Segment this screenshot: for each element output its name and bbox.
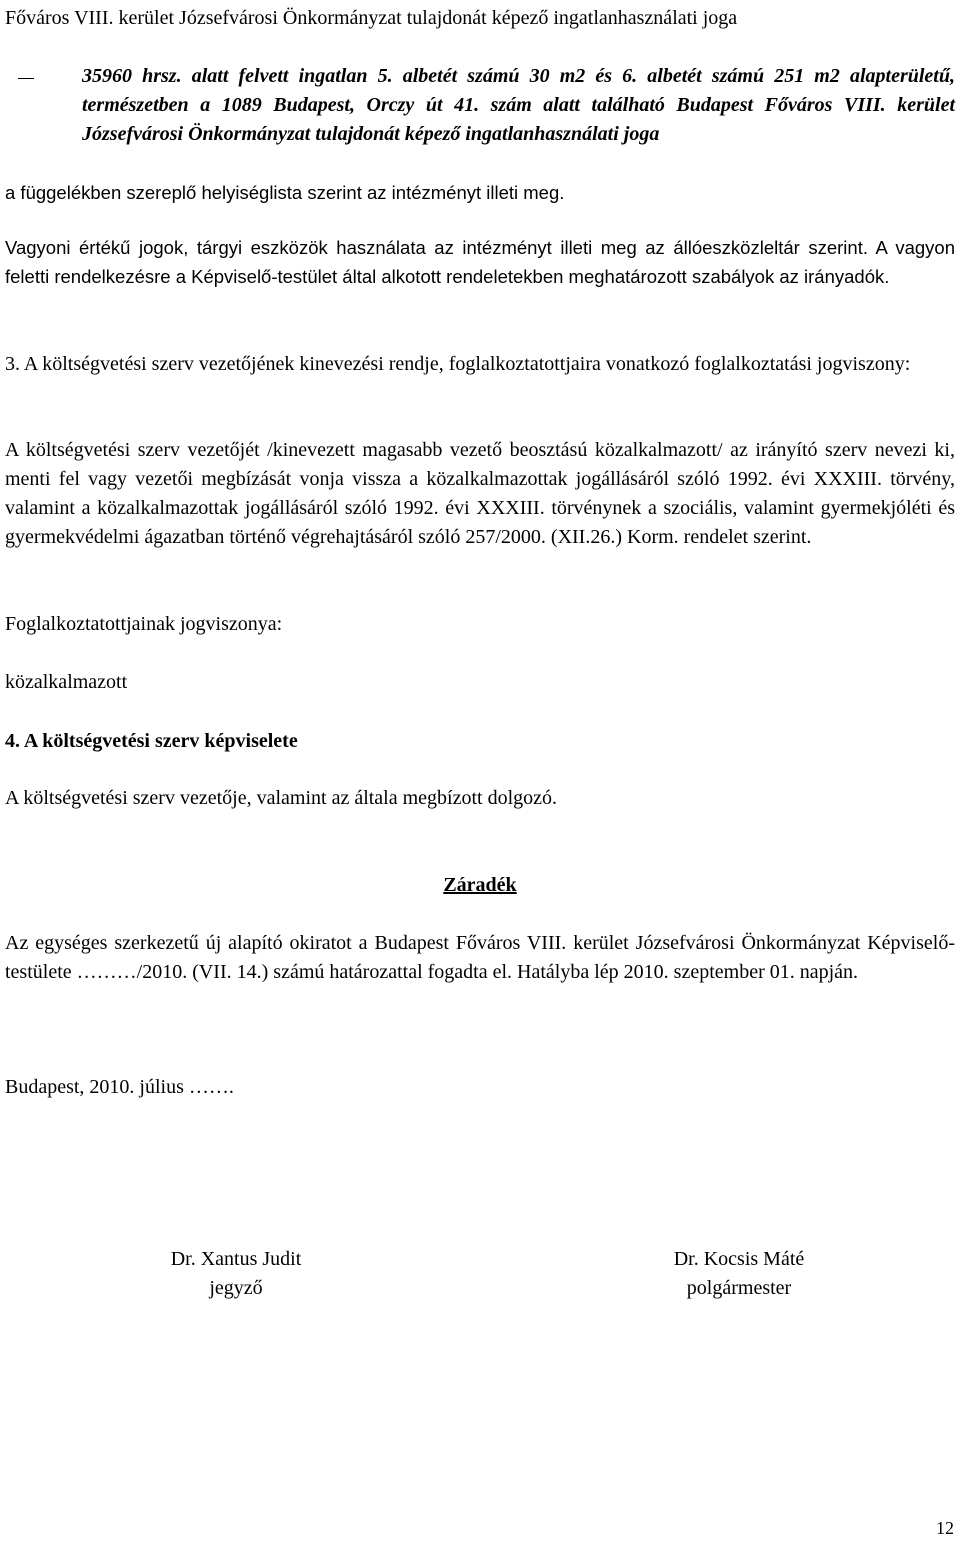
date-line: Budapest, 2010. július ……. xyxy=(5,1076,234,1098)
zaradek-title: Záradék xyxy=(443,874,517,896)
signature-name: Dr. Xantus Judit xyxy=(170,1248,302,1270)
signature-name: Dr. Kocsis Máté xyxy=(673,1248,805,1270)
section-4-body: A költségvetési szerv vezetője, valamint az általa megbízott dolgozó. xyxy=(5,787,558,809)
employment-relationship-label: Foglalkoztatottjainak jogviszonya: xyxy=(5,613,283,635)
asset-usage-sentence-2: A vagyon feletti rendelkezésre a Képviselő-testület által alkotott rendeletekben meghatározott szabályok az irányadók. xyxy=(5,237,956,287)
bullet-property-text: 35960 hrsz. alatt felvett ingatlan 5. albetét számú 30 m2 és 6. albetét számú 251 m2 alapterületű, természetben a 1089 Budapest, Orczy út 41. szám alatt található Budapest Főváros VIII. kerület Józsefvárosi Önkormányzat tulajdonát képező ingatlanhasználati joga xyxy=(82,65,955,145)
property-assignment-text: a függelékben szereplő helyiséglista szerint az intézményt illeti meg. xyxy=(5,182,565,203)
section-3-body: A költségvetési szerv vezetőjét /kinevezett magasabb vezető beosztású közalkalmazott/ az irányító szerv nevezi ki, menti fel vagy vezetői megbízását vonja vissza a közalkalmazottak jogállásáról szóló 1992. évi XXXIII. törvény, valamint a közalkalmazottak jogállásáról szóló 1992. évi XXXIII. törvénynek a szociális, valamint gyermekjóléti és gyermekvédelmi ágazatban történő végrehajtásáról szóló 257/2000. (XII.26.) Korm. rendelet szerint. xyxy=(5,439,955,548)
heading-continuation: Főváros VIII. kerület Józsefvárosi Önkormányzat tulajdonát képező ingatlanhasználati joga xyxy=(5,7,738,29)
section-3-heading: 3. A költségvetési szerv vezetőjének kinevezési rendje, foglalkoztatottjaira vonatkozó foglalkoztatási jogviszony: xyxy=(5,353,911,375)
zaradek-body: Az egységes szerkezetű új alapító okiratot a Budapest Főváros VIII. kerület Józsefvárosi Önkormányzat Képviselő-testülete ………/2010. (VII. 14.) számú határozattal fogadta el. Hatályba lép 2010. szeptember 01. napján. xyxy=(5,932,955,983)
employment-relationship-value: közalkalmazott xyxy=(5,671,128,693)
signature-block-polgarmester xyxy=(589,1245,889,1303)
page-number: 12 xyxy=(936,1518,954,1538)
signature-block-jegyzo xyxy=(86,1245,386,1303)
signature-role: polgármester xyxy=(686,1277,792,1299)
asset-usage-paragraph xyxy=(5,233,955,291)
bullet-dash xyxy=(18,78,34,79)
section-4-heading: 4. A költségvetési szerv képviselete xyxy=(5,730,298,752)
signature-role: jegyző xyxy=(209,1277,263,1299)
asset-usage-sentence-1: Vagyoni értékű jogok, tárgyi eszközök használata az intézményt illeti meg az állóeszközleltár szerint. xyxy=(5,237,868,258)
